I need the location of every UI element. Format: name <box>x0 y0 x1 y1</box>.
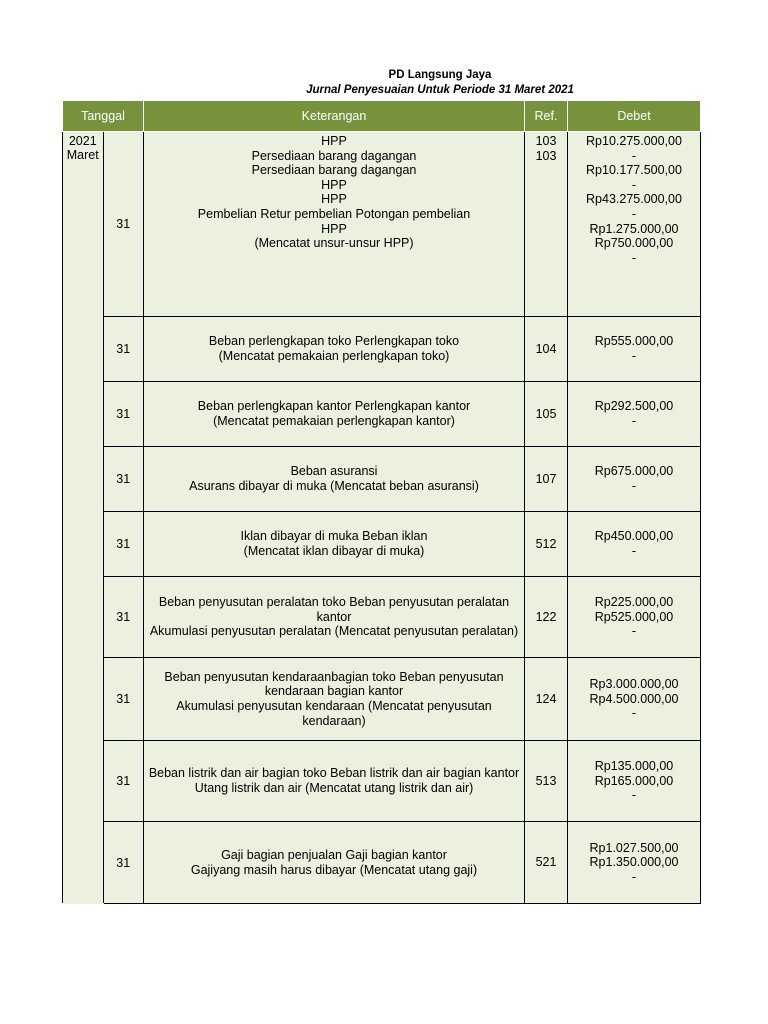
ref-cell <box>525 822 568 904</box>
keterangan-cell-line: Beban penyusutan kendaraanbagian toko Beban penyusutan <box>164 669 504 684</box>
table-row <box>63 132 701 317</box>
keterangan-cell-line: Utang listrik dan air (Mencatat utang listrik dan air) <box>194 781 474 795</box>
debet-cell-line: Rp555.000,00 <box>594 334 674 349</box>
debet-cell-line: Rp165.000,00 <box>594 773 674 788</box>
debet-cell-line: Rp135.000,00 <box>594 759 674 774</box>
debet-cell-line: - <box>631 624 637 639</box>
keterangan-cell-line: Iklan dibayar di muka Beban iklan <box>240 529 428 544</box>
ref-cell <box>525 447 568 512</box>
day-cell: 31 <box>103 132 144 317</box>
debet-cell-line: - <box>631 177 637 192</box>
day-cell: 31 <box>103 382 144 447</box>
debet-cell-line: Rp225.000,00 <box>594 595 674 610</box>
debet-cell-line: Rp4.500.000,00 <box>589 691 679 706</box>
debet-cell-line: Rp675.000,00 <box>594 464 674 479</box>
ref-cell <box>525 132 568 317</box>
debet-cell <box>568 447 701 512</box>
table-row <box>63 741 701 822</box>
debet-cell <box>568 132 701 317</box>
debet-cell <box>568 382 701 447</box>
keterangan-cell-line: Beban perlengkapan toko Perlengkapan toko <box>208 334 460 349</box>
keterangan-cell <box>144 132 525 317</box>
ref-cell-line: 124 <box>535 691 557 706</box>
debet-cell <box>568 577 701 658</box>
keterangan-cell-line: (Mencatat unsur-unsur HPP) <box>254 236 414 251</box>
day-cell: 31 <box>103 822 144 904</box>
debet-cell-line: - <box>631 206 637 221</box>
debet-cell-line: Rp450.000,00 <box>594 529 674 544</box>
debet-cell-line: - <box>631 706 637 721</box>
ref-cell-line: 103 <box>535 148 557 163</box>
keterangan-cell-line: Gaji bagian penjualan Gaji bagian kantor <box>221 847 447 862</box>
ref-cell-line: 105 <box>535 406 557 421</box>
day-cell: 31 <box>103 447 144 512</box>
debet-cell-line: Rp1.027.500,00 <box>589 840 679 855</box>
keterangan-cell-line: Persediaan barang dagangan <box>251 163 417 178</box>
table-row <box>63 822 701 904</box>
keterangan-cell-line: HPP <box>321 221 347 236</box>
day-cell: 31 <box>103 577 144 658</box>
keterangan-cell-line: Beban listrik dan air bagian toko Beban listrik dan air bagian kantor <box>148 766 520 781</box>
header-tanggal: Tanggal <box>63 101 144 132</box>
debet-cell-line: - <box>631 148 637 163</box>
keterangan-cell-line: Beban perlengkapan kantor Perlengkapan kantor <box>197 399 471 414</box>
debet-cell-line: - <box>631 479 637 493</box>
ref-cell-line: 513 <box>535 773 557 788</box>
keterangan-cell-line: Pembelian Retur pembelian Potongan pembelian <box>197 206 471 221</box>
keterangan-cell-line: Asurans dibayar di muka (Mencatat beban asuransi) <box>189 479 479 493</box>
keterangan-cell-line: Akumulasi penyusutan kendaraan (Mencatat penyusutan <box>176 699 492 713</box>
ref-cell-line: 103 <box>535 134 557 148</box>
debet-cell-line: Rp525.000,00 <box>594 609 674 624</box>
keterangan-cell-line: Persediaan barang dagangan <box>251 148 417 163</box>
ref-cell-line: 104 <box>535 341 557 356</box>
ref-cell <box>525 658 568 741</box>
debet-cell-line: Rp10.275.000,00 <box>586 134 682 148</box>
table-row <box>63 658 701 741</box>
debet-cell-line: Rp43.275.000,00 <box>586 192 682 207</box>
debet-cell <box>568 512 701 577</box>
keterangan-cell-line: HPP <box>321 177 347 192</box>
ref-cell <box>525 577 568 658</box>
date-cell <box>63 132 104 904</box>
keterangan-cell-line: (Mencatat iklan dibayar di muka) <box>243 544 425 558</box>
keterangan-cell-line: Akumulasi penyusutan peralatan (Mencatat penyusutan peralatan) <box>149 624 519 639</box>
header-ref: Ref. <box>525 101 568 132</box>
date-month: Maret <box>66 148 99 162</box>
debet-cell <box>568 822 701 904</box>
keterangan-cell-line: Gajiyang masih harus dibayar (Mencatat utang gaji) <box>190 862 478 877</box>
keterangan-cell <box>144 512 525 577</box>
debet-cell-line: Rp292.500,00 <box>594 399 674 414</box>
keterangan-cell-line: (Mencatat pemakaian perlengkapan toko) <box>218 349 450 363</box>
keterangan-cell-line: Beban asuransi <box>290 464 378 479</box>
day-cell: 31 <box>103 512 144 577</box>
debet-cell-line: - <box>631 788 637 803</box>
debet-cell-line: Rp1.350.000,00 <box>589 855 679 870</box>
debet-cell-line: - <box>631 414 637 428</box>
debet-cell-line: - <box>631 869 637 884</box>
debet-cell <box>568 317 701 382</box>
keterangan-cell <box>144 382 525 447</box>
keterangan-cell-line: kantor <box>316 609 352 624</box>
table-row <box>63 382 701 447</box>
ref-cell <box>525 317 568 382</box>
journal-table <box>62 100 701 904</box>
debet-cell-line: Rp3.000.000,00 <box>589 677 679 692</box>
day-cell: 31 <box>103 658 144 741</box>
debet-cell-line: - <box>631 544 637 558</box>
table-row <box>63 317 701 382</box>
keterangan-cell <box>144 577 525 658</box>
day-cell: 31 <box>103 317 144 382</box>
debet-cell <box>568 658 701 741</box>
table-row <box>63 577 701 658</box>
debet-cell-line: Rp750.000,00 <box>594 236 674 251</box>
date-year: 2021 <box>68 134 97 148</box>
debet-cell-line: - <box>631 349 637 363</box>
keterangan-cell-line: HPP <box>321 192 347 207</box>
ref-cell <box>525 741 568 822</box>
header-debet: Debet <box>568 101 701 132</box>
ref-cell <box>525 382 568 447</box>
ref-cell-line: 521 <box>535 855 557 870</box>
debet-cell-line: Rp1.275.000,00 <box>589 221 679 236</box>
day-cell: 31 <box>103 741 144 822</box>
keterangan-cell <box>144 447 525 512</box>
keterangan-cell-line: Beban penyusutan peralatan toko Beban penyusutan peralatan <box>158 595 510 610</box>
journal-subtitle: Jurnal Penyesuaian Untuk Periode 31 Maret 2021 <box>306 84 574 96</box>
keterangan-cell <box>144 822 525 904</box>
keterangan-cell-line: kendaraan bagian kantor <box>264 684 404 699</box>
table-row <box>63 512 701 577</box>
keterangan-cell <box>144 658 525 741</box>
debet-cell <box>568 741 701 822</box>
header-keterangan: Keterangan <box>144 101 525 132</box>
keterangan-cell-line: HPP <box>321 134 347 148</box>
ref-cell-line: 122 <box>535 609 557 624</box>
keterangan-cell-line: kendaraan) <box>302 713 366 728</box>
debet-cell-line: Rp10.177.500,00 <box>586 163 682 178</box>
keterangan-cell <box>144 741 525 822</box>
debet-cell-line: - <box>631 250 637 265</box>
ref-cell-line: 107 <box>535 471 557 486</box>
keterangan-cell-line: (Mencatat pemakaian perlengkapan kantor) <box>213 414 455 428</box>
ref-cell-line: 512 <box>535 536 557 551</box>
company-title: PD Langsung Jaya <box>388 69 492 81</box>
ref-cell <box>525 512 568 577</box>
keterangan-cell <box>144 317 525 382</box>
table-row <box>63 447 701 512</box>
